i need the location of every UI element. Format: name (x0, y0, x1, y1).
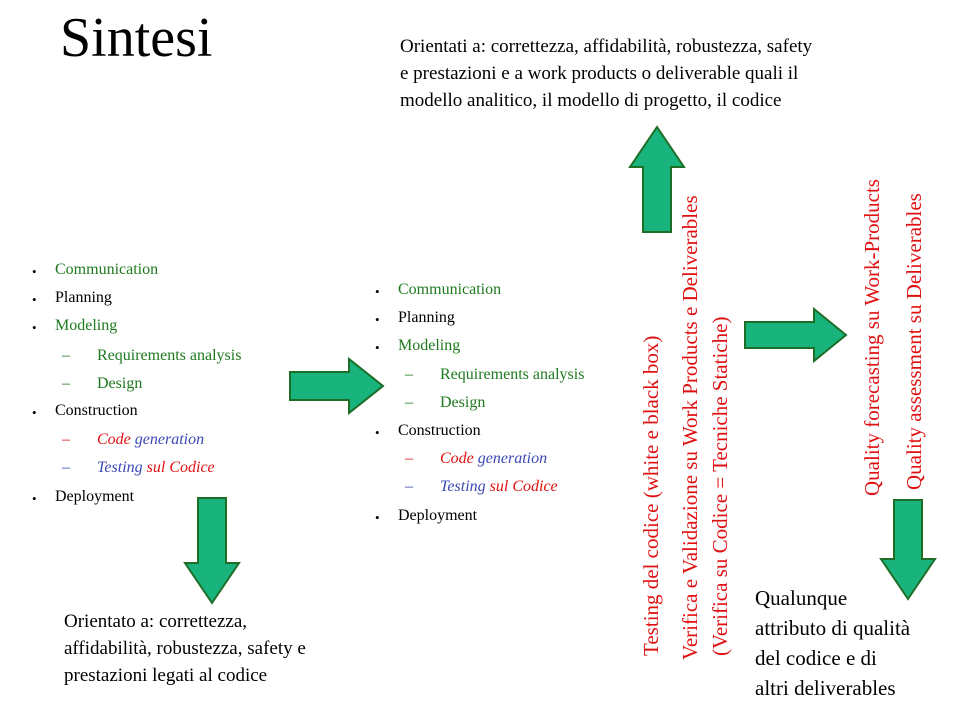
dash-icon: – (62, 431, 70, 448)
dash-icon: – (405, 450, 413, 467)
bullet-icon: • (32, 264, 37, 279)
list-item-design: Design (97, 375, 143, 392)
bottom-note-line: Orientato a: correttezza, (64, 611, 248, 632)
bullet-icon: • (32, 405, 37, 420)
dash-icon: – (62, 375, 70, 392)
bullet-icon: • (375, 312, 380, 327)
list-item-planning: Planning (398, 309, 455, 326)
arrow-right-icon (744, 308, 848, 362)
top-note-line: modello analitico, il modello di progetto, il codice (400, 90, 782, 111)
bottom-right-note-line: Qualunque (755, 586, 848, 610)
bullet-icon: • (375, 510, 380, 525)
top-note-line: e prestazioni e a work products o deliverable quali il (400, 63, 799, 84)
arrow-down-icon (184, 497, 240, 605)
dash-icon: – (405, 366, 413, 383)
assessment-vertical-label: Quality assessment su Deliverables (902, 193, 926, 490)
dash-icon: – (405, 478, 413, 495)
list-item-modeling: Modeling (55, 317, 118, 334)
top-note-line: Orientati a: correttezza, affidabilità, robustezza, safety (400, 36, 813, 57)
list-item-requirements: Requirements analysis (440, 366, 585, 383)
list-item-code-generation: Code generation (440, 450, 548, 467)
list-item-communication: Communication (398, 281, 502, 298)
dash-icon: – (405, 394, 413, 411)
list-item-deployment: Deployment (55, 488, 135, 505)
forecasting-vertical-label: Quality forecasting su Work-Products (860, 179, 884, 496)
bottom-note-line: affidabilità, robustezza, safety e (64, 638, 306, 659)
bottom-right-note-line: altri deliverables (755, 676, 896, 700)
verifica-sub-vertical-label: (Verifica su Codice = Tecniche Statiche) (708, 316, 732, 656)
bullet-icon: • (32, 292, 37, 307)
dash-icon: – (62, 347, 70, 364)
list-item-construction: Construction (55, 402, 138, 419)
bullet-icon: • (375, 340, 380, 355)
list-item-testing: Testing sul Codice (440, 478, 558, 495)
list-item-planning: Planning (55, 289, 112, 306)
list-item-design: Design (440, 394, 486, 411)
arrow-right-icon (289, 358, 385, 414)
bottom-right-note-line: attributo di qualità (755, 616, 911, 640)
bottom-right-note-line: del codice e di (755, 646, 877, 670)
list-item-construction: Construction (398, 422, 481, 439)
testing-vertical-label: Testing del codice (white e black box) (639, 335, 663, 656)
bullet-icon: • (32, 320, 37, 335)
bottom-note-line: prestazioni legati al codice (64, 665, 268, 686)
list-item-deployment: Deployment (398, 507, 478, 524)
page-title: Sintesi (60, 7, 213, 69)
bottom-note (64, 608, 306, 689)
bullet-icon: • (375, 284, 380, 299)
bullet-icon: • (32, 491, 37, 506)
list-item-testing: Testing sul Codice (97, 459, 215, 476)
verifica-vertical-label: Verifica e Validazione su Work Products e Deliverables (678, 195, 702, 660)
bottom-right-note (755, 583, 910, 703)
list-item-requirements: Requirements analysis (97, 347, 242, 364)
list-item-modeling: Modeling (398, 337, 461, 354)
bullet-icon: • (375, 425, 380, 440)
list-item-code-generation: Code generation (97, 431, 205, 448)
dash-icon: – (62, 459, 70, 476)
list-item-communication: Communication (55, 261, 159, 278)
